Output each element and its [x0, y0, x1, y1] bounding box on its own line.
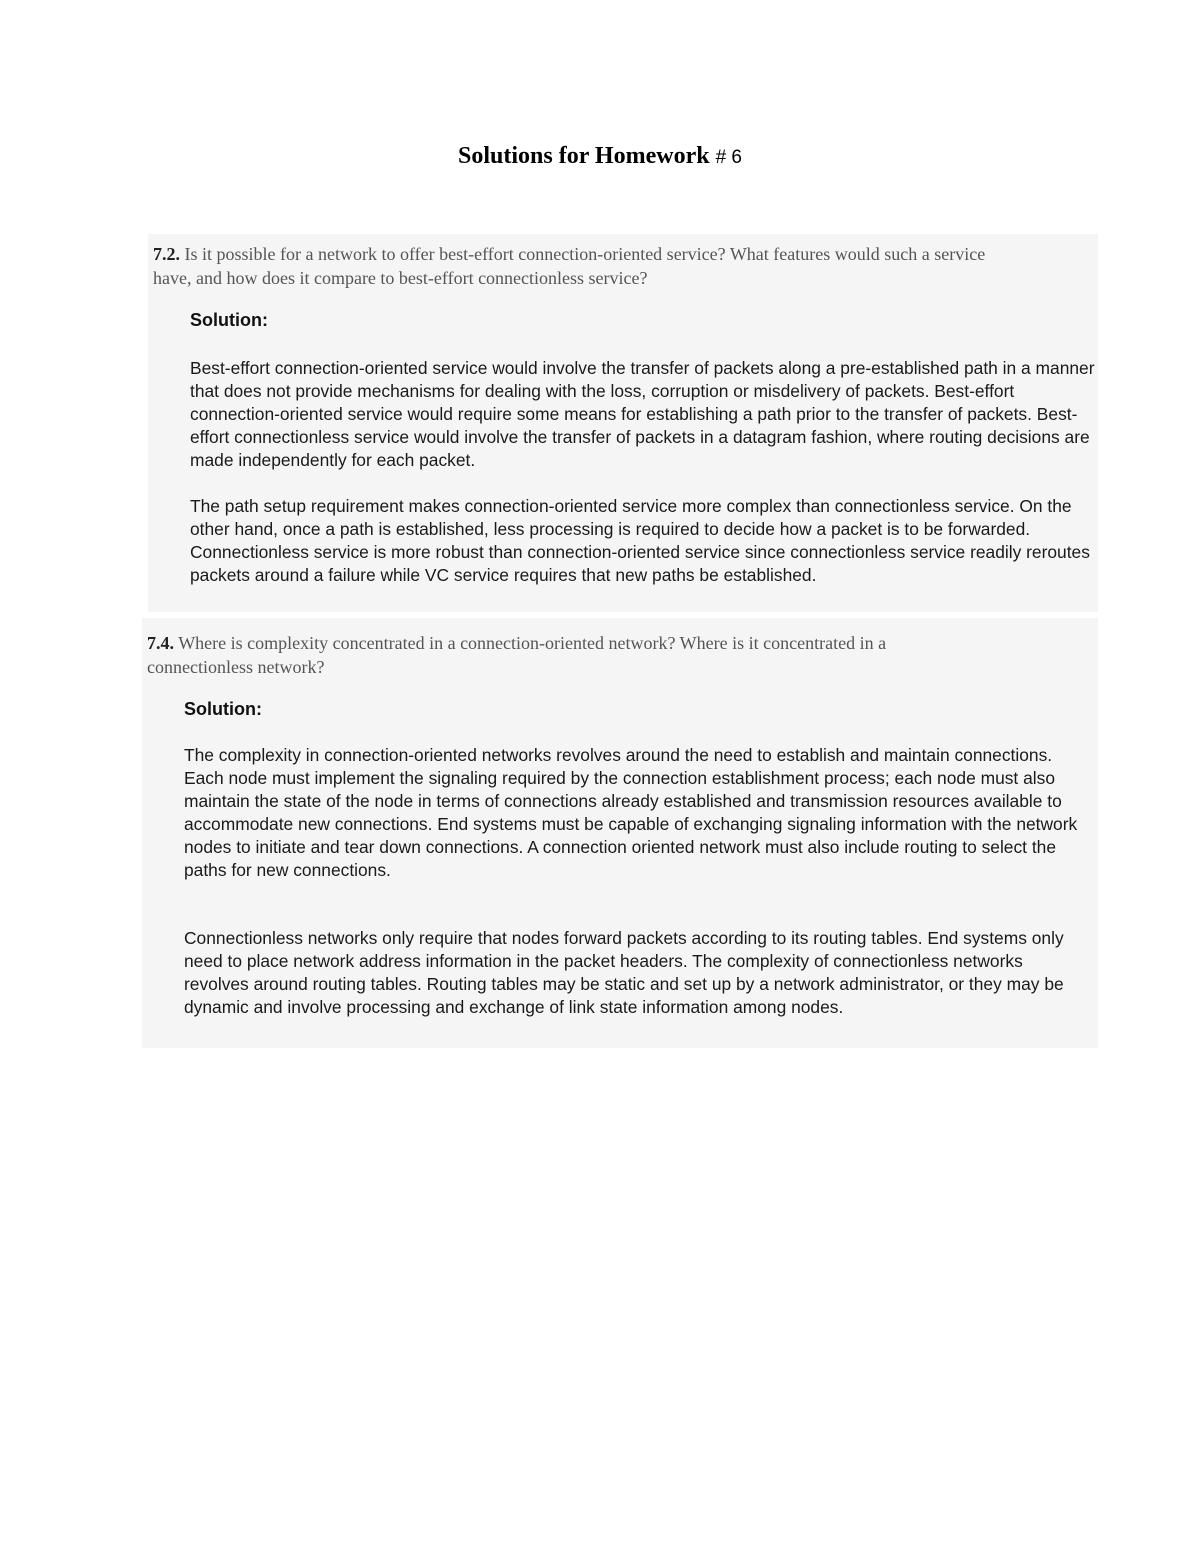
- solution-label: Solution:: [190, 310, 268, 330]
- homework-number: # 6: [715, 147, 742, 168]
- page-title: [0, 143, 1200, 170]
- solution-paragraph: The complexity in connection-oriented networks revolves around the need to establish and maintain connections. Each node must implement the signaling required by the connection establishment process; each node must also maintain the state of the node in terms of connections already established and transmission resources available to accommodate new connections. End systems must be capable of exchanging signaling information with the network nodes to initiate and tear down connections. A connection oriented network must also include routing to select the paths for new connections.: [184, 745, 1078, 880]
- question-text: Where is complexity concentrated in a connection-oriented network? Where is it concentrated in a connectionless network?: [147, 633, 887, 677]
- solution-paragraph: Best-effort connection-oriented service would involve the transfer of packets along a pre-established path in a manner that does not provide mechanisms for dealing with the loss, corruption or misdelivery of packets. Best-effort connection-oriented service would require some means for establishing a path prior to the transfer of packets. Best-effort connectionless service would involve the transfer of packets in a datagram fashion, where routing decisions are made independently for each packet.: [190, 358, 1095, 470]
- solution-paragraph: The path setup requirement makes connection-oriented service more complex than connectionless service. On the other hand, once a path is established, less processing is required to decide how a packet is to be forwarded. Connectionless service is more robust than connection-oriented service since connectionless service readily reroutes packets around a failure while VC service requires that new paths be established.: [190, 496, 1090, 585]
- page-title-text: Solutions for Homework: [458, 143, 710, 169]
- problem-number: 7.4.: [147, 633, 174, 653]
- problem-number: 7.2.: [153, 244, 180, 264]
- solution-label: Solution:: [184, 699, 262, 719]
- problem-7-2-question: [153, 242, 1023, 290]
- question-text: Is it possible for a network to offer best-effort connection-oriented service? What features would such a service have, and how does it compare to best-effort connectionless service?: [153, 244, 986, 288]
- solution-paragraph: Connectionless networks only require that nodes forward packets according to its routing tables. End systems only need to place network address information in the packet headers. The complexity of connectionless networks revolves around routing tables. Routing tables may be static and set up by a network administrator, or they may be dynamic and involve processing and exchange of link state information among nodes.: [184, 928, 1064, 1017]
- problem-7-4-question: [147, 631, 987, 679]
